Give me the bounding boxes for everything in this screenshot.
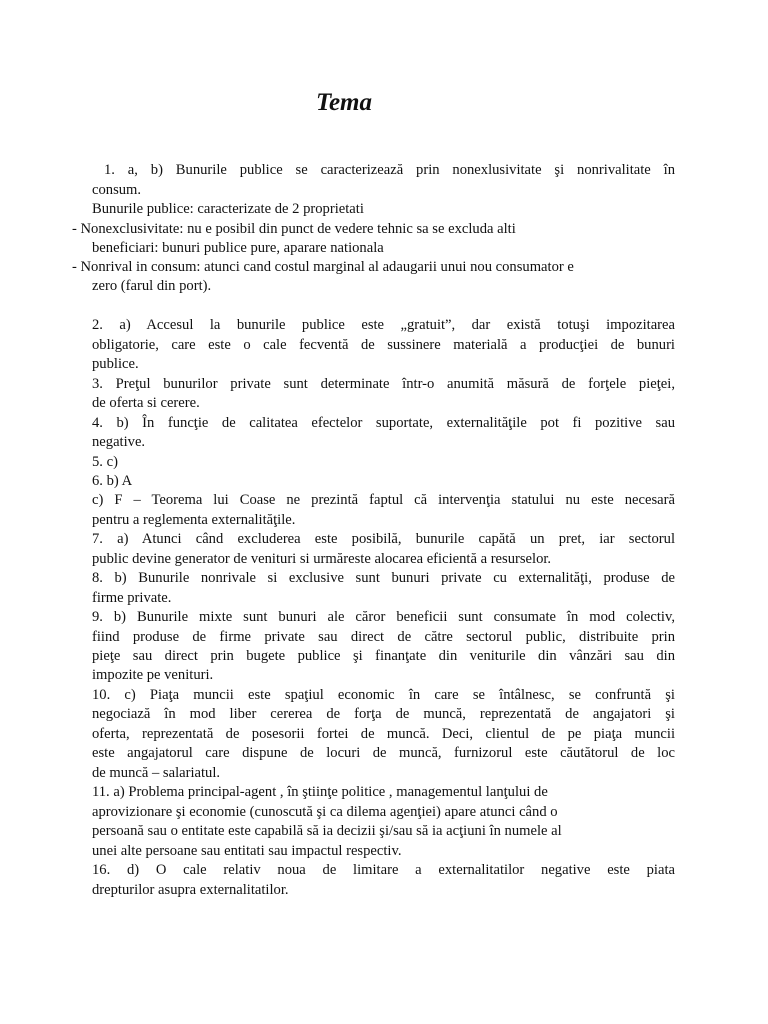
text-line: 6. b) A — [92, 473, 133, 489]
text-line: oferta, reprezentată de posesorii fortei de muncă. Deci, clientul de pe piaţa muncii — [92, 726, 675, 742]
text-line: consum. — [92, 182, 142, 198]
text-line: 8. b) Bunurile nonrivale si exclusive sunt bunuri private cu externalităţi, produse de — [92, 570, 675, 586]
text-line: Bunurile publice: caracterizate de 2 proprietati — [92, 201, 364, 217]
text-line: 10. c) Piaţa muncii este spaţiul economic în care se întâlnesc, se confruntă şi — [92, 687, 675, 703]
text-line: obligatorie, care este o cale fecventă de sussinere materială a producţiei de bunuri — [92, 337, 675, 353]
text-line: de oferta si cerere. — [92, 395, 200, 411]
text-line: 9. b) Bunurile mixte sunt bunuri ale căror beneficii sunt consumate în mod colectiv, — [92, 609, 675, 625]
text-line: 4. b) În funcţie de calitatea efectelor suportate, externalităţile pot fi pozitive sau — [92, 415, 675, 431]
text-line: public devine generator de venituri si urmăreste alocarea eficientă a resurselor. — [92, 551, 552, 567]
text-line: negative. — [92, 434, 146, 450]
text-line: 7. a) Atunci când excluderea este posibilă, bunurile capătă un pret, iar sectorul — [92, 531, 675, 547]
text-line: 11. a) Problema principal-agent , în ştiinţe politice , managementul lanţului de — [92, 784, 548, 800]
text-line: publice. — [92, 356, 139, 372]
text-line: de muncă – salariatul. — [92, 765, 221, 781]
text-line: - Nonexclusivitate: nu e posibil din punct de vedere tehnic sa se excluda alti — [72, 221, 516, 237]
text-line: aprovizionare şi economie (cunoscută şi ca dilema agenţiei) apare atunci când o — [92, 804, 558, 820]
text-line: persoană sau o entitate este capabilă să ia decizii şi/sau să ia acţiuni în numele al — [92, 823, 562, 839]
text-line: negociază în mod liber cererea de forţa de muncă, reprezentată de angajatori şi — [92, 706, 675, 722]
text-line: 1. a, b) Bunurile publice se caracterizează prin nonexlusivitate şi nonrivalitate în — [104, 162, 675, 178]
page-title: Tema — [315, 89, 373, 116]
text-line: este angajatorul care dispune de locuri de muncă, furnizorul este căutătorul de loc — [92, 745, 675, 761]
text-line: drepturilor asupra externalitatilor. — [92, 882, 289, 898]
text-line: pentru a reglementa externalităţile. — [92, 512, 296, 528]
text-line: unei alte persoane sau entitati sau impactul respectiv. — [92, 843, 402, 859]
text-line: pieţe sau direct prin bugete publice şi finanţate din veniturile din vânzări sau din — [92, 648, 675, 664]
text-line: 3. Preţul bunurilor private sunt determinate într-o anumită măsură de forţele pieţei, — [92, 376, 675, 392]
text-line: - Nonrival in consum: atunci cand costul marginal al adaugarii unui nou consumator e — [72, 259, 574, 275]
text-line: beneficiari: bunuri publice pure, aparare nationala — [92, 240, 384, 256]
text-line: firme private. — [92, 590, 172, 606]
text-line: impozite pe venituri. — [92, 667, 214, 683]
text-line: fiind produse de firme private sau direct de către sectorul public, distribuite prin — [92, 629, 675, 645]
text-line: 5. c) — [92, 454, 118, 470]
text-line: zero (farul din port). — [92, 278, 212, 294]
text-line: c) F – Teorema lui Coase ne prezintă faptul că intervenţia statului nu este necesară — [92, 492, 675, 508]
text-line: 16. d) O cale relativ noua de limitare a externalitatilor negative este piata — [92, 862, 675, 878]
text-line: 2. a) Accesul la bunurile publice este „gratuit”, dar există totuşi impozitarea — [92, 317, 675, 333]
